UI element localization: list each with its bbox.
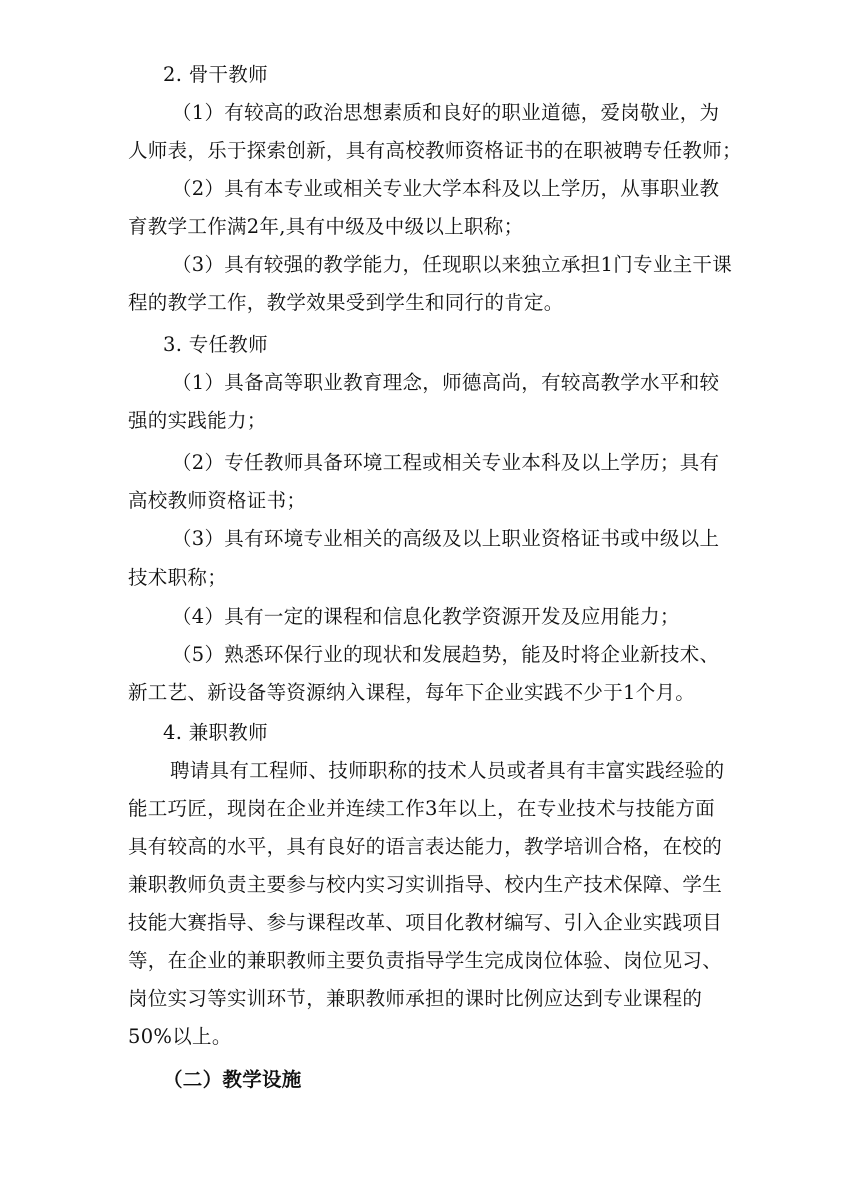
paragraph-line: 技能大赛指导、参与课程改革、项目化教材编写、引入企业实践项目: [128, 911, 723, 934]
paragraph-line: （2）具有本专业或相关专业大学本科及以上学历，从事职业教: [172, 177, 720, 200]
paragraph-line: 能工巧匠，现岗在企业并连续工作3年以上，在专业技术与技能方面: [128, 797, 715, 820]
paragraph-line: （3）具有环境专业相关的高级及以上职业资格证书或中级以上: [172, 527, 720, 550]
section-heading-backbone-teachers: 2. 骨干教师: [163, 63, 268, 86]
paragraph-line: 人师表，乐于探索创新，具有高校教师资格证书的在职被聘专任教师；: [128, 139, 742, 162]
paragraph-line: 岗位实习等实训环节，兼职教师承担的课时比例应达到专业课程的: [128, 987, 703, 1010]
section-heading-full-time-teachers: 3. 专任教师: [163, 333, 268, 356]
paragraph-line: 技术职称；: [128, 566, 228, 589]
section-heading-part-time-teachers: 4. 兼职教师: [163, 721, 268, 744]
section-heading-teaching-facilities: （二）教学设施: [163, 1068, 302, 1091]
paragraph-line: 兼职教师负责主要参与校内实习实训指导、校内生产技术保障、学生: [128, 873, 723, 896]
paragraph-line: 聘请具有工程师、技师职称的技术人员或者具有丰富实践经验的: [170, 759, 725, 782]
paragraph-line: 等，在企业的兼职教师主要负责指导学生完成岗位体验、岗位见习、: [128, 949, 723, 972]
paragraph-line: 50%以上。: [128, 1025, 232, 1048]
paragraph-line: （3）具有较强的教学能力，任现职以来独立承担1门专业主干课: [172, 253, 733, 276]
paragraph-line: （4）具有一定的课程和信息化教学资源开发及应用能力；: [172, 605, 680, 628]
paragraph-line: （5）熟悉环保行业的现状和发展趋势，能及时将企业新技术、: [172, 643, 720, 666]
paragraph-line: （1）有较高的政治思想素质和良好的职业道德，爱岗敬业，为: [172, 101, 720, 124]
paragraph-line: 强的实践能力；: [128, 409, 267, 432]
paragraph-line: 育教学工作满2年,具有中级及中级以上职称；: [128, 215, 524, 238]
paragraph-line: （1）具备高等职业教育理念，师德高尚，有较高教学水平和较: [172, 371, 720, 394]
paragraph-line: 具有较高的水平，具有良好的语言表达能力，教学培训合格，在校的: [128, 835, 723, 858]
paragraph-line: 高校教师资格证书；: [128, 489, 307, 512]
paragraph-line: （2）专任教师具备环境工程或相关专业本科及以上学历；具有: [172, 451, 720, 474]
paragraph-line: 新工艺、新设备等资源纳入课程，每年下企业实践不少于1个月。: [128, 681, 696, 704]
paragraph-line: 程的教学工作，教学效果受到学生和同行的肯定。: [128, 291, 564, 314]
